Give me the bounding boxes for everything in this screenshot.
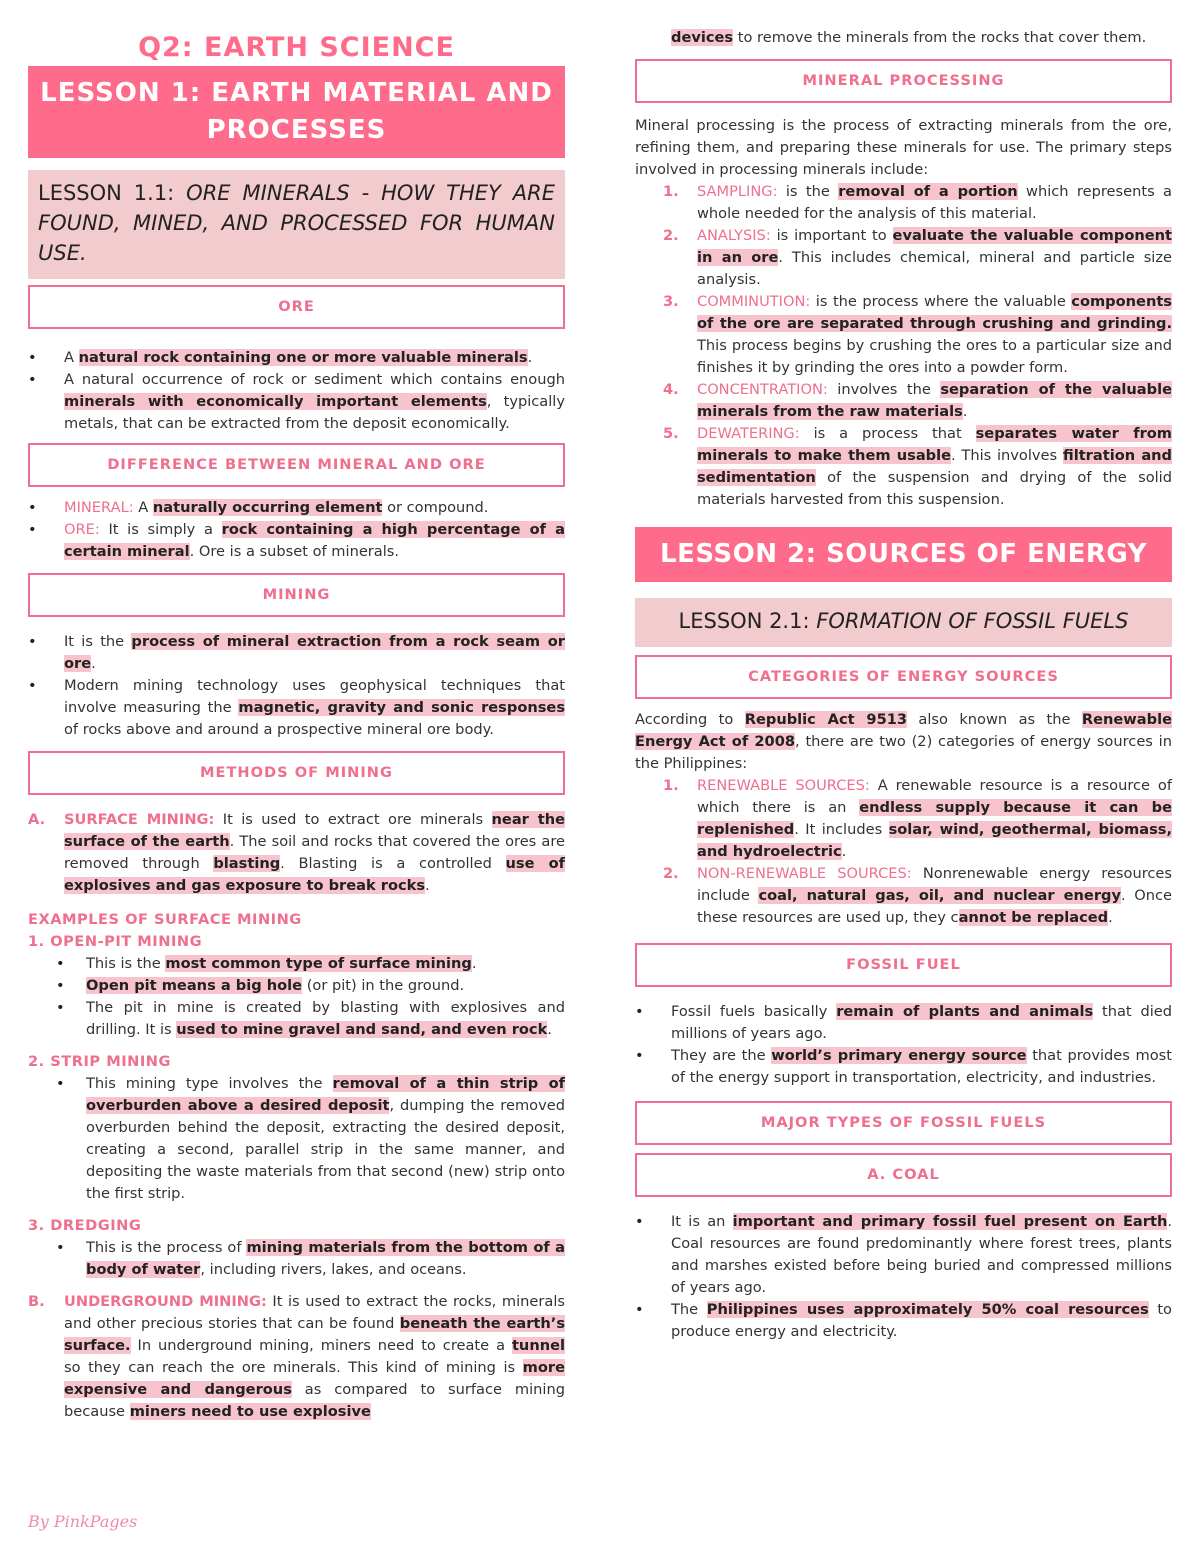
highlight: magnetic, gravity and sonic responses [238, 699, 566, 716]
item-number: A. [28, 811, 46, 828]
highlight: solar, wind, geothermal, biomass, and hydroelectric [697, 821, 1172, 860]
highlight: endless supply because it can be replenished [697, 799, 1172, 838]
text: Modern mining technology uses geophysical techniques that involve measuring the [64, 677, 565, 716]
list-item [28, 369, 565, 435]
highlight: evaluate the valuable component in an ore [697, 227, 1172, 266]
strip-mining-list [28, 1073, 565, 1205]
list-item [635, 1211, 1172, 1299]
list-item [28, 675, 565, 741]
lesson-2-1-title: FORMATION OF FOSSIL FUELS [816, 609, 1129, 633]
text: It is used to extract ore minerals [214, 811, 492, 828]
highlight: components of the ore are separated through crushing and grinding. [697, 293, 1172, 332]
text: , there are two (2) categories of energy sources in the Philippines: [635, 733, 1172, 772]
difference-heading: DIFFERENCE BETWEEN MINERAL AND ORE [28, 443, 565, 487]
underground-mining-paragraph [28, 1291, 565, 1423]
dredging-list [28, 1237, 565, 1281]
text: that died millions of years ago. [671, 1003, 1173, 1042]
list-item [635, 1001, 1172, 1045]
label: DEWATERING: [697, 425, 800, 442]
text: Fossil fuels basically [671, 1003, 837, 1020]
text: In underground mining, miners need to create a [130, 1337, 512, 1354]
text: Nonrenewable energy resources include [697, 865, 1173, 904]
highlight: filtration and sedimentation [697, 447, 1173, 486]
list-item [635, 291, 1172, 379]
list-item [28, 347, 565, 369]
text: (or pit) in the ground. [302, 977, 465, 994]
text: . This includes chemical, mineral and particle size analysis. [697, 249, 1172, 288]
list-item [635, 225, 1172, 291]
open-pit-list [28, 953, 565, 1041]
highlight: annot be replaced [958, 909, 1109, 926]
text: This is the process of [86, 1239, 247, 1256]
highlight: devices [671, 29, 734, 46]
text: It is used to extract the rocks, minerals and other precious stories that can be found [64, 1293, 565, 1332]
fossil-fuel-heading: FOSSIL FUEL [635, 943, 1172, 987]
text: so they can reach the ore minerals. This kind of mining is [64, 1359, 523, 1376]
fossil-fuel-list [635, 1001, 1172, 1089]
highlight: near the surface of the earth [64, 811, 565, 850]
lesson-2-1-prefix: LESSON 2.1: [678, 609, 817, 633]
label: COMMINUTION: [697, 293, 811, 310]
list-item [28, 953, 565, 975]
highlight: tunnel [511, 1337, 565, 1354]
list-item [635, 1045, 1172, 1089]
item-number: 5. [663, 425, 679, 442]
text: involves the [827, 381, 941, 398]
list-item [635, 775, 1172, 863]
text: is the [777, 183, 839, 200]
lesson-2-1-banner [635, 598, 1172, 647]
highlight: used to mine gravel and sand, and even rock [176, 1021, 548, 1038]
list-item [28, 497, 565, 519]
major-types-heading: MAJOR TYPES OF FOSSIL FUELS [635, 1101, 1172, 1145]
lesson-1-1-title: ORE MINERALS - HOW THEY ARE FOUND, MINED, AND PROCESSED FOR HUMAN USE. [38, 181, 555, 265]
text: This is the [86, 955, 166, 972]
text: . [527, 349, 533, 366]
label: MINERAL: [64, 499, 134, 516]
label: UNDERGROUND MINING: [64, 1293, 267, 1310]
highlight: blasting [213, 855, 281, 872]
open-pit-title: 1. OPEN-PIT MINING [28, 933, 203, 950]
ore-heading: ORE [28, 285, 565, 329]
text: . [841, 843, 847, 860]
label: NON-RENEWABLE SOURCES: [697, 865, 912, 882]
text: This process begins by crushing the ores to a particular size and finishes it by grinding the ores into a powder form. [697, 337, 1172, 376]
lesson-2-banner: LESSON 2: SOURCES OF ENERGY [635, 527, 1172, 582]
lesson-1-1-banner [28, 170, 565, 279]
text: that provides most of the energy support in transportation, electricity, and industries. [671, 1047, 1173, 1086]
text: as compared to surface mining because [64, 1381, 565, 1420]
list-item [635, 181, 1172, 225]
highlight: removal of a thin strip of overburden above a desired deposit [86, 1075, 565, 1114]
text: A [133, 499, 153, 516]
highlight: Republic Act 9513 [744, 711, 908, 728]
text: According to [635, 711, 745, 728]
highlight: most common type of surface mining [165, 955, 472, 972]
difference-list [28, 497, 565, 563]
ore-list [28, 347, 565, 435]
list-item [28, 631, 565, 675]
processing-steps [635, 181, 1172, 511]
list-item [28, 1073, 565, 1205]
categories-heading: CATEGORIES OF ENERGY SOURCES [635, 655, 1172, 699]
text: . Once these resources are used up, they c [697, 887, 1172, 926]
text: , including rivers, lakes, and oceans. [200, 1261, 467, 1278]
text: . [471, 955, 477, 972]
lesson-1-1-prefix: LESSON 1.1: [38, 181, 187, 205]
highlight: minerals with economically important elements [64, 393, 487, 410]
highlight: separation of the valuable minerals from the raw materials [697, 381, 1172, 420]
highlight: Open pit means a big hole [86, 977, 303, 994]
surface-mining-paragraph [28, 809, 565, 897]
underground-mining-continued [635, 27, 1172, 49]
right-column [635, 27, 1172, 1343]
highlight: use of explosives and gas exposure to break rocks [64, 855, 565, 894]
item-number: B. [28, 1293, 45, 1310]
text: . [91, 655, 96, 672]
label: ORE: [64, 521, 100, 538]
highlight: more expensive and dangerous [64, 1359, 565, 1398]
text: to produce energy and electricity. [671, 1301, 1172, 1340]
text: . Blasting is a controlled [280, 855, 506, 872]
lesson-1-banner: LESSON 1: EARTH MATERIAL AND PROCESSES [28, 66, 565, 158]
text: is important to [770, 227, 893, 244]
highlight: important and primary fossil fuel present on Earth [732, 1213, 1168, 1230]
mining-heading: MINING [28, 573, 565, 617]
coal-list [635, 1211, 1172, 1343]
text: . [547, 1021, 552, 1038]
text: of rocks above and around a prospective mineral ore body. [64, 721, 494, 738]
text: A [64, 349, 79, 366]
text: . [1108, 909, 1113, 926]
text: is the process where the valuable [810, 293, 1072, 310]
text: The pit in mine is created by blasting with explosives and drilling. It is [86, 999, 565, 1038]
highlight: world’s primary energy source [771, 1047, 1027, 1064]
text: , typically metals, that can be extracted from the deposit economically. [64, 393, 565, 432]
strip-mining-title: 2. STRIP MINING [28, 1053, 171, 1070]
list-item [28, 1237, 565, 1281]
text: . The soil and rocks that covered the ores are removed through [64, 833, 565, 872]
text: to remove the minerals from the rocks that cover them. [733, 29, 1147, 46]
item-number: 2. [663, 227, 679, 244]
highlight: removal of a portion [838, 183, 1018, 200]
list-item [635, 423, 1172, 511]
text: is a process that [799, 425, 976, 442]
label: CONCENTRATION: [697, 381, 828, 398]
text: or compound. [382, 499, 489, 516]
text: . It includes [794, 821, 889, 838]
list-item [28, 519, 565, 563]
highlight: rock containing a high percentage of a certain mineral [64, 521, 565, 560]
highlight: miners need to use explosive [129, 1403, 371, 1420]
highlight: coal, natural gas, oil, and nuclear energy [758, 887, 1121, 904]
text: It is an [671, 1213, 733, 1230]
list-item [28, 975, 565, 997]
text: . Ore is a subset of minerals. [189, 543, 400, 560]
highlight: mining materials from the bottom of a body of water [86, 1239, 565, 1278]
list-item [635, 1299, 1172, 1343]
dredging-title: 3. DREDGING [28, 1217, 142, 1234]
highlight: Philippines uses approximately 50% coal resources [706, 1301, 1149, 1318]
text: It is the [64, 633, 132, 650]
highlight: process of mineral extraction from a rock seam or ore [64, 633, 565, 672]
highlight: remain of plants and animals [836, 1003, 1094, 1020]
highlight: natural rock containing one or more valuable minerals [78, 349, 528, 366]
categories-intro [635, 709, 1172, 775]
list-item [635, 863, 1172, 929]
list-item [28, 997, 565, 1041]
highlight: beneath the earth’s surface. [64, 1315, 566, 1354]
energy-categories-list [635, 775, 1172, 929]
text: A natural occurrence of rock or sediment which contains enough [64, 371, 565, 388]
left-column [28, 0, 565, 1423]
label: ANALYSIS: [697, 227, 771, 244]
label: SURFACE MINING: [64, 811, 215, 828]
text: The [671, 1301, 707, 1318]
text: This mining type involves the [86, 1075, 333, 1092]
examples-title: EXAMPLES OF SURFACE MINING [28, 911, 302, 928]
footer-credit: By PinkPages [28, 1512, 138, 1531]
text: They are the [671, 1047, 772, 1064]
text: . This involves [951, 447, 1063, 464]
methods-heading: METHODS OF MINING [28, 751, 565, 795]
text: . [425, 877, 430, 894]
text: , dumping the removed overburden behind the deposit, extracting the desired deposit, creating a second, parallel strip in the same manner, and depositing the waste materials from that second (new) strip onto the first strip. [86, 1097, 565, 1202]
highlight: Renewable Energy Act of 2008 [635, 711, 1172, 750]
text: which represents a whole needed for the analysis of this material. [697, 183, 1172, 222]
processing-intro: Mineral processing is the process of extracting minerals from the ore, refining them, and preparing these minerals for use. The primary steps involved in processing minerals include: [635, 117, 1172, 178]
item-number: 1. [663, 183, 679, 200]
page-title: Q2: EARTH SCIENCE [138, 32, 455, 63]
label: RENEWABLE SOURCES: [697, 777, 870, 794]
item-number: 1. [663, 777, 679, 794]
item-number: 3. [663, 293, 679, 310]
label: SAMPLING: [697, 183, 778, 200]
list-item [635, 379, 1172, 423]
highlight: separates water from minerals to make them usable [697, 425, 1173, 464]
mining-list [28, 631, 565, 741]
mineral-processing-heading: MINERAL PROCESSING [635, 59, 1172, 103]
coal-heading: A. COAL [635, 1153, 1172, 1197]
text: It is simply a [99, 521, 222, 538]
text: A renewable resource is a resource of which there is an [697, 777, 1172, 816]
text: of the suspension and drying of the solid materials harvested from this suspension. [697, 469, 1172, 508]
text: . [962, 403, 968, 420]
highlight: naturally occurring element [152, 499, 383, 516]
text: . Coal resources are found predominantly where forest trees, plants and marshes existed before being buried and compressed millions of years ago. [671, 1213, 1172, 1296]
item-number: 2. [663, 865, 679, 882]
text: also known as the [907, 711, 1082, 728]
item-number: 4. [663, 381, 679, 398]
